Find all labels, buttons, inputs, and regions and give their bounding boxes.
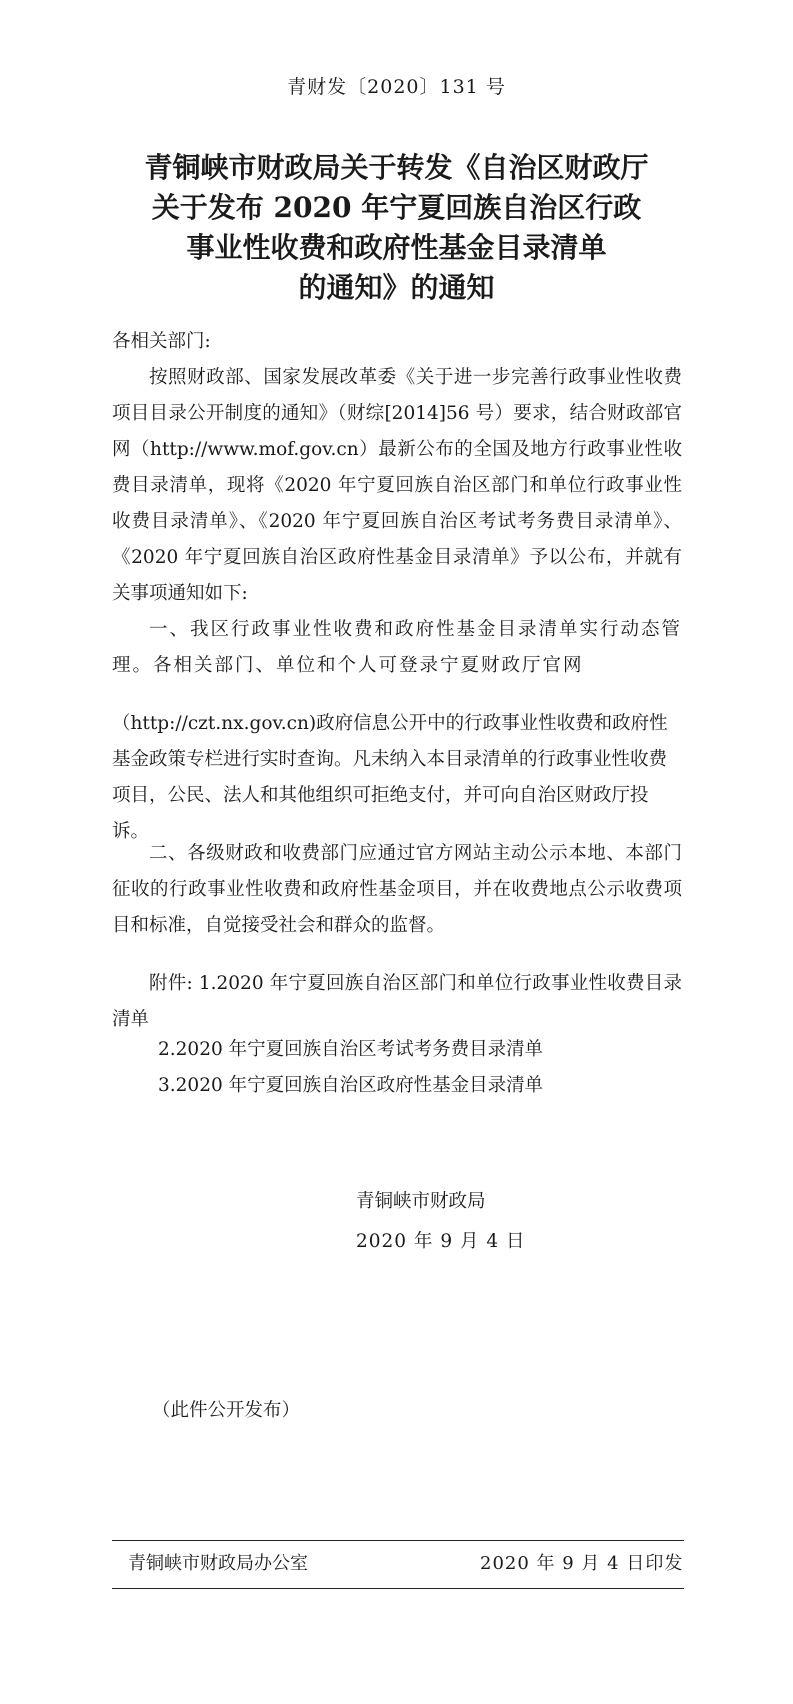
- footer-office: 青铜峡市财政局办公室: [128, 1553, 308, 1574]
- footer-top-rule: [112, 1540, 684, 1541]
- salutation: 各相关部门:: [112, 331, 211, 352]
- footer-print-date: 2020 年 9 月 4 日印发: [480, 1553, 684, 1574]
- attachment-1: 附件: 1.2020 年宁夏回族自治区部门和单位行政事业性收费目录清单: [112, 973, 682, 1030]
- issuer-signature: 青铜峡市财政局: [356, 1191, 486, 1212]
- title-line: 事业性收费和政府性基金目录清单: [186, 231, 607, 264]
- document-number: 青财发〔2020〕131 号: [287, 76, 506, 98]
- title-line: 青铜峡市财政局关于转发《自治区财政厅: [144, 151, 649, 184]
- document-title: [60, 148, 733, 308]
- public-release-note: （此件公开发布）: [152, 1400, 301, 1421]
- title-line: 关于发布 2020 年宁夏回族自治区行政: [151, 191, 642, 224]
- attachment-3: 3.2020 年宁夏回族自治区政府性基金目录清单: [158, 1075, 544, 1096]
- item-one-paragraph: 一、我区行政事业性收费和政府性基金目录清单实行动态管理。各相关部门、单位和个人可登录宁夏财政厅官网: [112, 619, 683, 676]
- attachment-2: 2.2020 年宁夏回族自治区考试考务费目录清单: [158, 1039, 544, 1060]
- item-two-paragraph: 二、各级财政和收费部门应通过官方网站主动公示本地、本部门征收的行政事业性收费和政府性基金项目，并在收费地点公示收费项目和标准，自觉接受社会和群众的监督。: [112, 843, 682, 936]
- issue-date: 2020 年 9 月 4 日: [356, 1231, 526, 1252]
- title-line: 的通知》的通知: [298, 271, 495, 304]
- footer-bottom-rule: [112, 1588, 684, 1589]
- item-one-continuation: （http://czt.nx.gov.cn)政府信息公开中的行政事业性收费和政府性基金政策专栏进行实时查询。凡未纳入本目录清单的行政事业性收费项目，公民、法人和其他组织可拒绝支付，并可向自治区财政厅投诉。: [112, 713, 668, 842]
- intro-paragraph: 按照财政部、国家发展改革委《关于进一步完善行政事业性收费项目目录公开制度的通知》（财综[2014]56 号）要求，结合财政部官网（http://www.mof.gov.cn）最新公布的全国及地方行政事业性收费目录清单，现将《2020 年宁夏回族自治区部门和单位行政事业性收费目录清单》、《2020 年宁夏回族自治区考试考务费目录清单》、《2020 年宁夏回族自治区政府性基金目录清单》予以公布，并就有关事项通知如下:: [112, 367, 682, 604]
